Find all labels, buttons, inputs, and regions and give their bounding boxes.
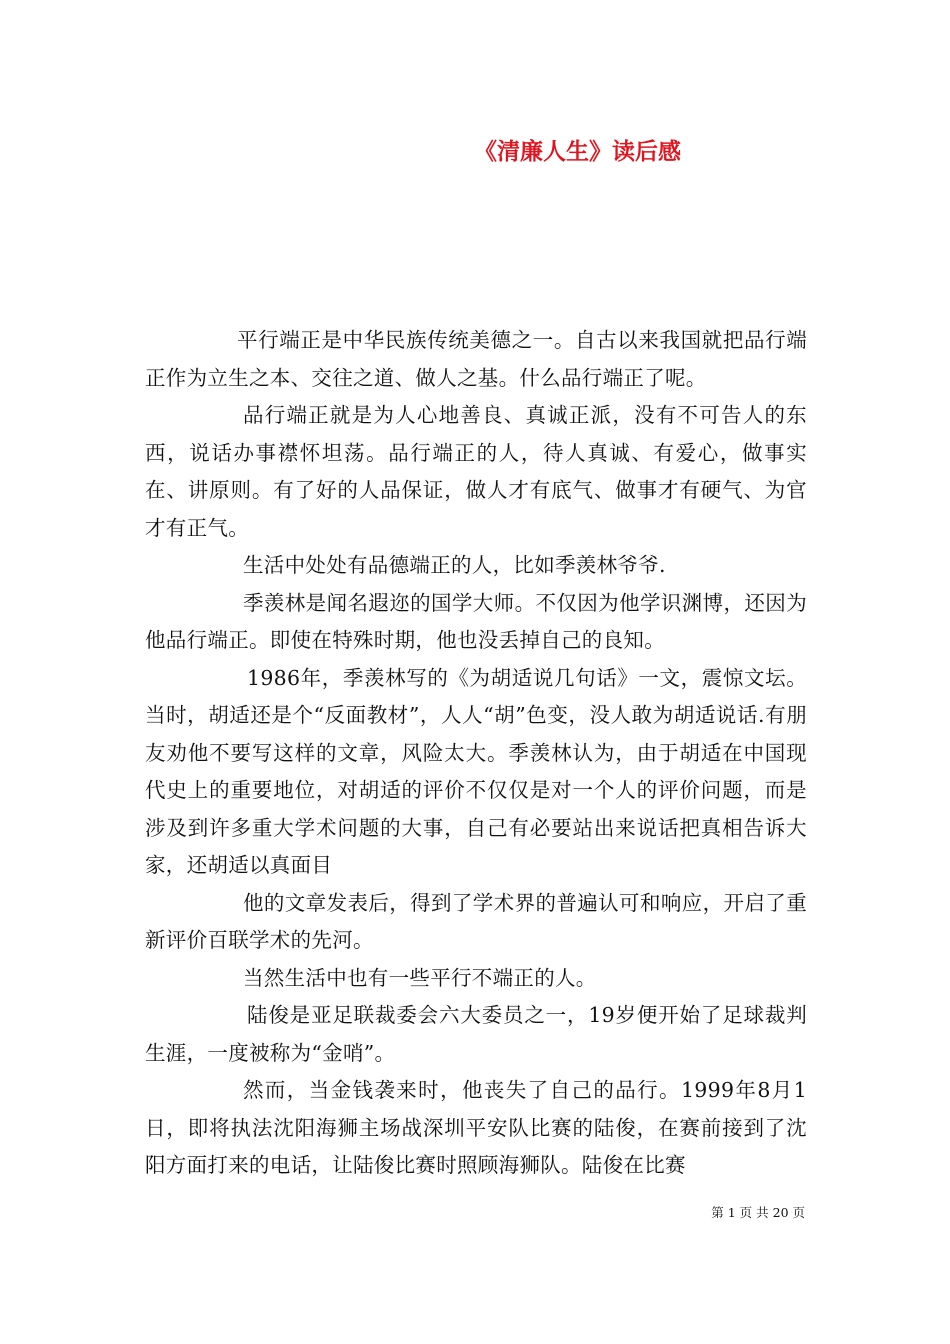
paragraph-1: 平行端正是中华民族传统美德之一。自古以来我国就把品行端正作为立生之本、交往之道、做人之基。什么品行端正了呢。 (145, 328, 807, 390)
paragraph-8: 陆俊是亚足联裁委会六大委员之一，19岁便开始了足球裁判生涯，一度被称为“金哨”。 (145, 1003, 807, 1065)
paragraph-2: 品行端正就是为人心地善良、真诚正派，没有不可告人的东西，说话办事襟怀坦荡。品行端正的人，待人真诚、有爱心，做事实在、讲原则。有了好的人品保证，做人才有底气、做事才有硬气、为官才有正气。 (145, 403, 807, 540)
paragraph-6: 他的文章发表后，得到了学术界的普遍认可和响应，开启了重新评价百联学术的先河。 (145, 890, 807, 952)
paragraph-5: 1986年，季羡林写的《为胡适说几句话》一文，震惊文坛。当时，胡适还是个“反面教材”，人人“胡”色变，没人敢为胡适说话.有朋友劝他不要写这样的文章，风险太大。季羡林认为，由于胡适在中国现代史上的重要地位，对胡适的评价不仅仅是对一个人的评价问题，而是涉及到许多重大学术问题的大事，自己有必要站出来说话把真相告诉大家，还胡适以真面目 (145, 665, 807, 877)
paragraph-4: 季羡林是闻名遐迩的国学大师。不仅因为他学识渊博，还因为他品行端正。即使在特殊时期，他也没丢掉自己的良知。 (145, 590, 807, 652)
document-body (145, 322, 807, 1185)
paragraph-3: 生活中处处有品德端正的人，比如季羡林爷爷. (243, 553, 666, 577)
paragraph-9: 然而，当金钱袭来时，他丧失了自己的品行。1999年8月1日，即将执法沈阳海狮主场战深圳平安队比赛的陆俊，在赛前接到了沈阳方面打来的电话，让陆俊比赛时照顾海狮队。陆俊在比赛 (145, 1078, 807, 1177)
page-number-footer: 第 1 页 共 20 页 (711, 1205, 805, 1220)
document-title: 《清廉人生》读后感 (474, 138, 681, 165)
paragraph-7: 当然生活中也有一些平行不端正的人。 (243, 965, 597, 990)
